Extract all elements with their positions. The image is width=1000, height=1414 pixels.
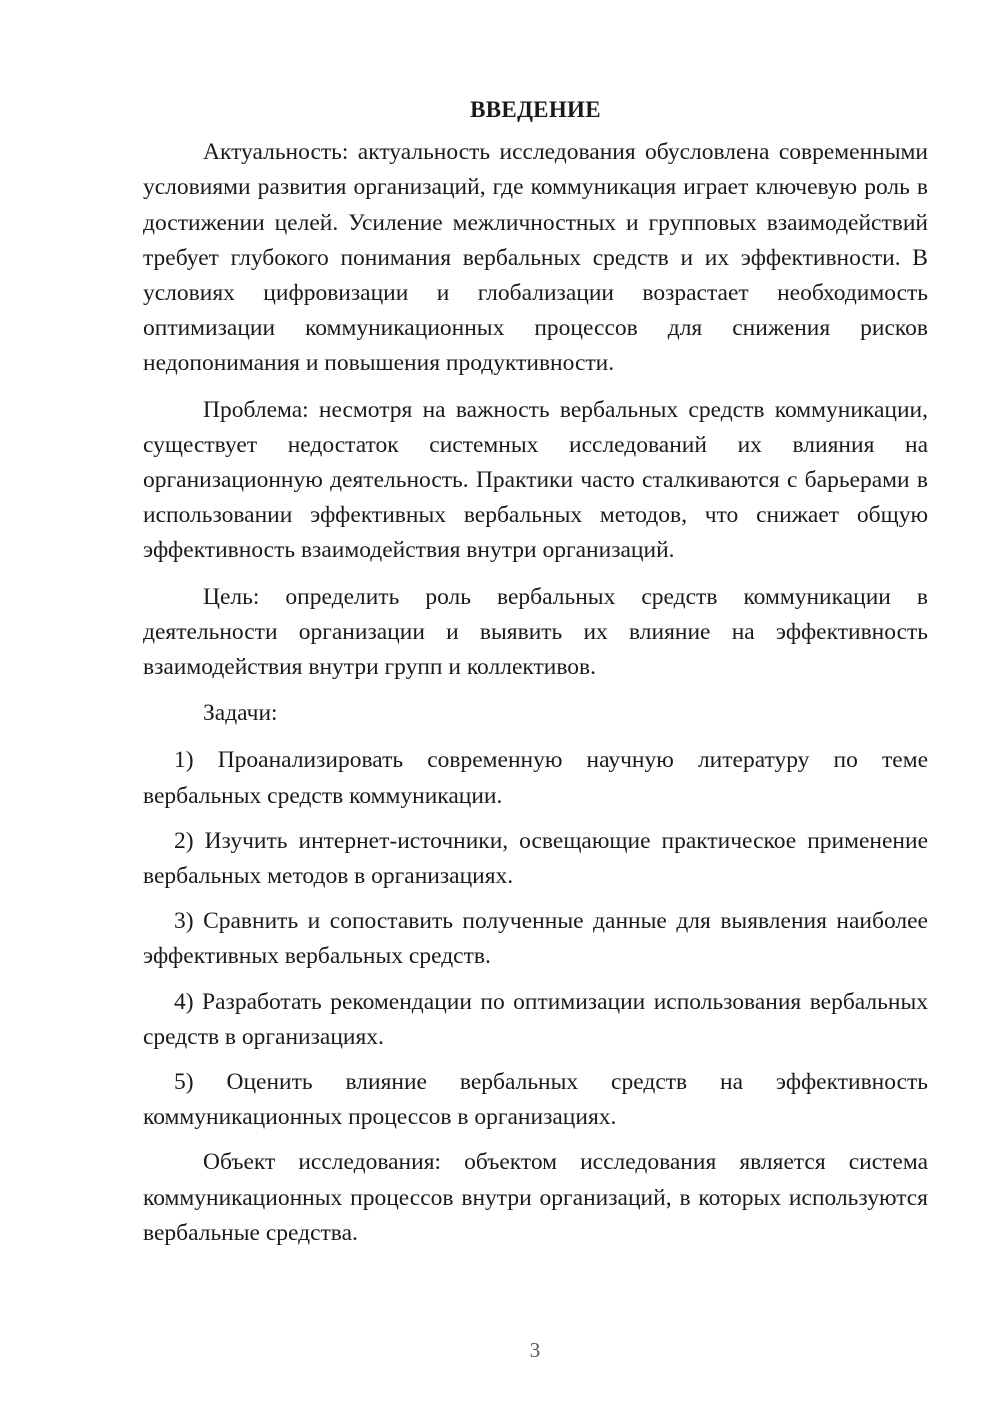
task-item-3: 3) Сравнить и сопоставить полученные данные для выявления наиболее эффективных вербальных средств.: [143, 908, 928, 970]
paragraph-goal: Цель: определить роль вербальных средств коммуникации в деятельности организации и выявить их влияние на эффективность взаимодействия внутри групп и коллективов.: [143, 583, 928, 681]
page-number: 3: [529, 1338, 541, 1362]
tasks-label: Задачи:: [203, 700, 278, 727]
paragraph-problem: Проблема: несмотря на важность вербальных средств коммуникации, существует недостаток системных исследований их влияния на организационную деятельность. Практики часто сталкиваются с барьерами в использовании эффективных вербальных методов, что снижает общую эффективность взаимодействия внутри организаций.: [143, 396, 928, 564]
tasks-list: [143, 743, 928, 1135]
task-item-4: 4) Разработать рекомендации по оптимизации использования вербальных средств в организациях.: [143, 988, 928, 1050]
task-item-1: 1) Проанализировать современную научную литературу по теме вербальных средств коммуникации.: [143, 747, 928, 809]
paragraph-object: Объект исследования: объектом исследования является система коммуникационных процессов внутри организаций, в которых используются вербальные средства.: [143, 1149, 928, 1246]
page-content: [143, 92, 928, 1262]
section-heading: ВВЕДЕНИЕ: [470, 97, 601, 122]
task-item-5: 5) Оценить влияние вербальных средств на эффективность коммуникационных процессов в организациях.: [143, 1069, 928, 1131]
task-item-2: 2) Изучить интернет-источники, освещающие практическое применение вербальных методов в организациях.: [143, 827, 928, 890]
paragraph-relevance: Актуальность: актуальность исследования обусловлена современными условиями развития организаций, где коммуникация играет ключевую роль в достижении целей. Усиление межличностных и групповых взаимодействий требует глубокого понимания вербальных средств и их эффективности. В условиях цифровизации и глобализации возрастает необходимость оптимизации коммуникационных процессов для снижения рисков недопонимания и повышения продуктивности.: [143, 139, 928, 377]
